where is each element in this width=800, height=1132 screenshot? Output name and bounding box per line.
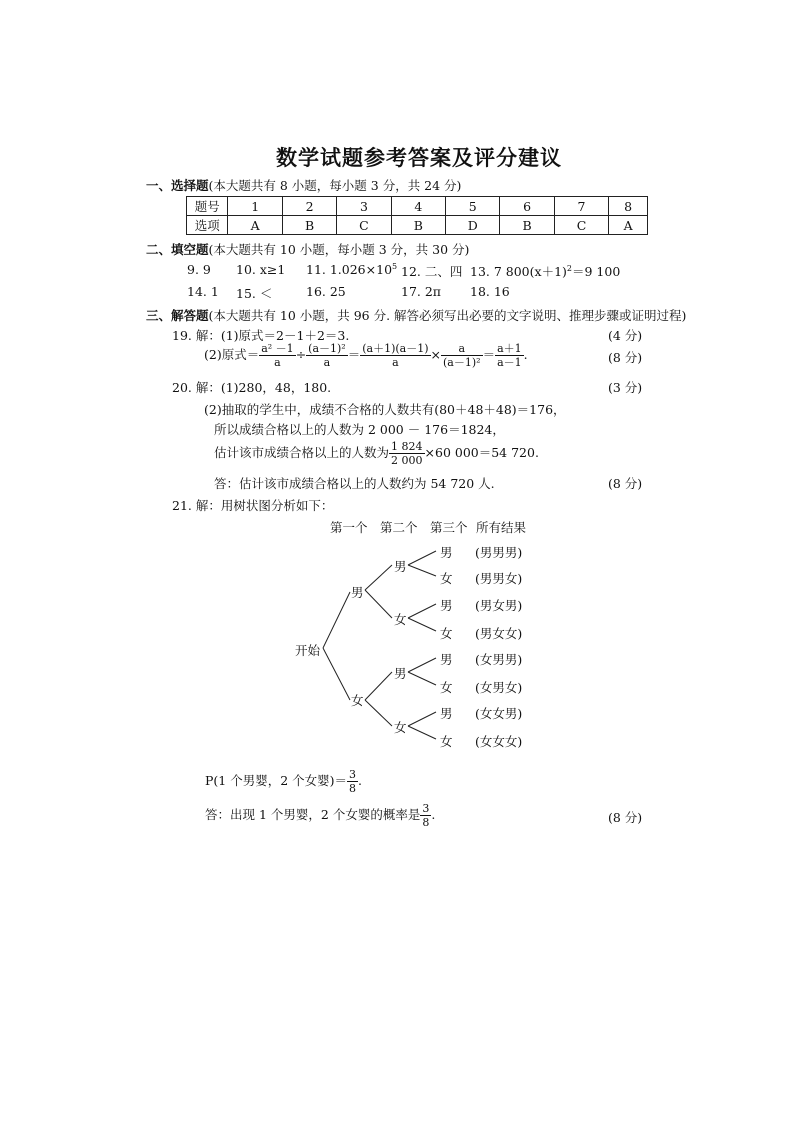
divide-sign: ÷ <box>295 347 307 362</box>
fraction-denominator: a <box>323 356 331 369</box>
equals-sign: ＝ <box>347 347 361 362</box>
fraction-numerator: 1 824 <box>391 440 423 453</box>
section3-title: 三、解答题 <box>146 308 209 323</box>
section1-title: 一、选择题 <box>146 178 209 193</box>
table-cell: 5 <box>446 197 500 216</box>
fraction-denominator: 2 000 <box>391 454 423 467</box>
q21-probability <box>205 768 362 794</box>
table-cell: 8 <box>609 197 648 216</box>
table-cell: 7 <box>554 197 608 216</box>
fraction-numerator: a² －1 <box>261 342 294 355</box>
tree-level2-node: 男 <box>394 666 407 681</box>
table-cell: A <box>228 216 282 235</box>
fraction-numerator: (a－1)² <box>308 342 346 355</box>
tree-branch <box>365 700 392 726</box>
tree-level2-node: 女 <box>394 612 407 627</box>
tree-branch <box>365 565 392 590</box>
tree-start: 开始 <box>295 643 321 658</box>
table-cell: C <box>554 216 608 235</box>
q20-estimate-result: ×60 000＝54 720. <box>424 445 539 460</box>
q21-intro: 21. 解：用树状图分析如下： <box>172 498 334 513</box>
period: . <box>431 807 436 822</box>
period: . <box>523 347 528 362</box>
fill-answer-12: 12. 二、四 <box>401 264 463 279</box>
tree-result: (男男男) <box>475 545 523 560</box>
fill-answer-15: 15. ＜ <box>236 286 273 301</box>
table-cell: 4 <box>391 197 445 216</box>
table-cell: 1 <box>228 197 282 216</box>
table-cell: 3 <box>337 197 391 216</box>
section2-note: (本大题共有 10 小题，每小题 3 分，共 30 分) <box>208 242 470 257</box>
page-title: 数学试题参考答案及评分建议 <box>276 145 562 170</box>
tree-header-second: 第二个 <box>380 520 418 535</box>
q20-part1: 20. 解：(1)280，48，180. <box>172 380 332 395</box>
section2-title: 二、填空题 <box>146 242 209 257</box>
fill-answer-13-base: 13. 7 800(x＋1) <box>470 264 567 279</box>
table-cell: B <box>500 216 554 235</box>
tree-branch <box>408 672 436 685</box>
fraction-numerator: a <box>441 343 483 356</box>
tree-level3-node: 女 <box>440 626 453 641</box>
table-cell: B <box>282 216 336 235</box>
tree-level2-node: 女 <box>394 720 407 735</box>
tree-branch <box>408 618 436 631</box>
tree-branch <box>408 551 436 565</box>
fill-answer-9: 9. 9 <box>187 262 211 277</box>
q20-points-1: (3 分) <box>608 380 643 395</box>
times-sign: × <box>430 347 442 362</box>
probability-label: P(1 个男婴，2 个女婴)＝ <box>205 773 348 788</box>
q21-answer <box>205 802 435 828</box>
tree-level3-node: 女 <box>440 571 453 586</box>
tree-level2-node: 男 <box>394 559 407 574</box>
tree-result: (女女男) <box>475 706 523 721</box>
q19-points-2: (8 分) <box>608 350 643 365</box>
q20-part2-line2: 所以成绩合格以上的人数为 2 000 － 176＝1824， <box>214 422 505 437</box>
period: . <box>358 773 363 788</box>
table-cell: A <box>609 216 648 235</box>
table-cell: 6 <box>500 197 554 216</box>
fraction-numerator: 3 <box>349 768 357 781</box>
tree-branch <box>365 672 392 700</box>
tree-branch <box>408 604 436 618</box>
fill-answer-14: 14. 1 <box>187 284 219 299</box>
fraction-denominator: a <box>392 356 399 369</box>
q20-answer: 答：估计该市成绩合格以上的人数约为 54 720 人. <box>214 476 495 491</box>
fraction-numerator: (a＋1)(a－1) <box>362 342 429 355</box>
tree-branch <box>365 590 392 618</box>
fill-answer-18: 18. 16 <box>470 284 510 299</box>
fraction-denominator: (a－1)² <box>443 356 481 369</box>
fraction-numerator: a＋1 <box>497 342 522 355</box>
table-cell: 题号 <box>187 197 228 216</box>
fraction-denominator: 8 <box>349 782 357 795</box>
fill-answer-16: 16. 25 <box>306 284 346 299</box>
tree-branch <box>408 712 436 726</box>
tree-branch <box>408 565 436 576</box>
tree-result: (男男女) <box>475 571 523 586</box>
tree-branch <box>408 726 436 739</box>
answer-label: 答：出现 1 个男婴，2 个女婴的概率是 <box>205 807 421 822</box>
tree-level3-node: 女 <box>440 734 453 749</box>
tree-branch <box>408 658 436 672</box>
q21-points: (8 分) <box>608 810 643 825</box>
tree-result: (女女女) <box>475 734 523 749</box>
fill-answer-13-tail: ＝9 100 <box>572 264 621 279</box>
tree-branch <box>323 592 350 648</box>
tree-result: (女男男) <box>475 652 523 667</box>
tree-level3-node: 男 <box>440 706 453 721</box>
tree-result: (女男女) <box>475 680 523 695</box>
tree-level3-node: 男 <box>440 652 453 667</box>
tree-level3-node: 男 <box>440 598 453 613</box>
fill-answer-13-exp: 2 <box>566 263 572 273</box>
equals-sign: ＝ <box>482 347 496 362</box>
fraction-denominator: a <box>274 356 281 369</box>
section3-note: (本大题共有 10 小题，共 96 分. 解答必须写出必要的文字说明、推理步骤或证明过程) <box>208 308 687 323</box>
table-cell: B <box>391 216 445 235</box>
table-cell: 选项 <box>187 216 228 235</box>
table-cell: D <box>446 216 500 235</box>
fill-answer-11-base: 11. 1.026×10 <box>306 262 393 278</box>
section1-note: (本大题共有 8 小题，每小题 3 分，共 24 分) <box>208 178 462 193</box>
q19-part1: 19. 解：(1)原式＝2－1＋2＝3. <box>172 328 350 343</box>
fraction <box>347 769 358 794</box>
q19-points-1: (4 分) <box>608 328 643 343</box>
tree-result: (男女女) <box>475 626 523 641</box>
table-cell: C <box>337 216 391 235</box>
tree-level3-node: 女 <box>440 680 453 695</box>
fraction <box>420 803 431 828</box>
tree-header-third: 第三个 <box>430 520 468 535</box>
tree-level1-node: 女 <box>351 693 364 708</box>
q20-estimate-label: 估计该市成绩合格以上的人数为 <box>214 445 390 460</box>
fraction-denominator: 8 <box>422 816 430 829</box>
q19-part2-label: (2)原式＝ <box>204 347 260 362</box>
q20-part2-line1: (2)抽取的学生中，成绩不合格的人数共有(80＋48＋48)＝176， <box>204 402 566 417</box>
tree-level3-node: 男 <box>440 545 453 560</box>
fill-answer-11-exp: 5 <box>392 262 398 271</box>
tree-branch <box>323 648 350 700</box>
tree-level1-node: 男 <box>351 585 364 600</box>
fraction-numerator: 3 <box>422 802 430 815</box>
fill-answer-17: 17. 2π <box>401 284 442 299</box>
q20-points-2: (8 分) <box>608 476 643 491</box>
fill-answer-10: 10. x≥1 <box>236 262 286 277</box>
tree-header-first: 第一个 <box>330 520 368 535</box>
tree-header-results: 所有结果 <box>476 520 527 535</box>
fraction-denominator: a－1 <box>497 356 522 369</box>
tree-result: (男女男) <box>475 598 523 613</box>
table-cell: 2 <box>282 197 336 216</box>
